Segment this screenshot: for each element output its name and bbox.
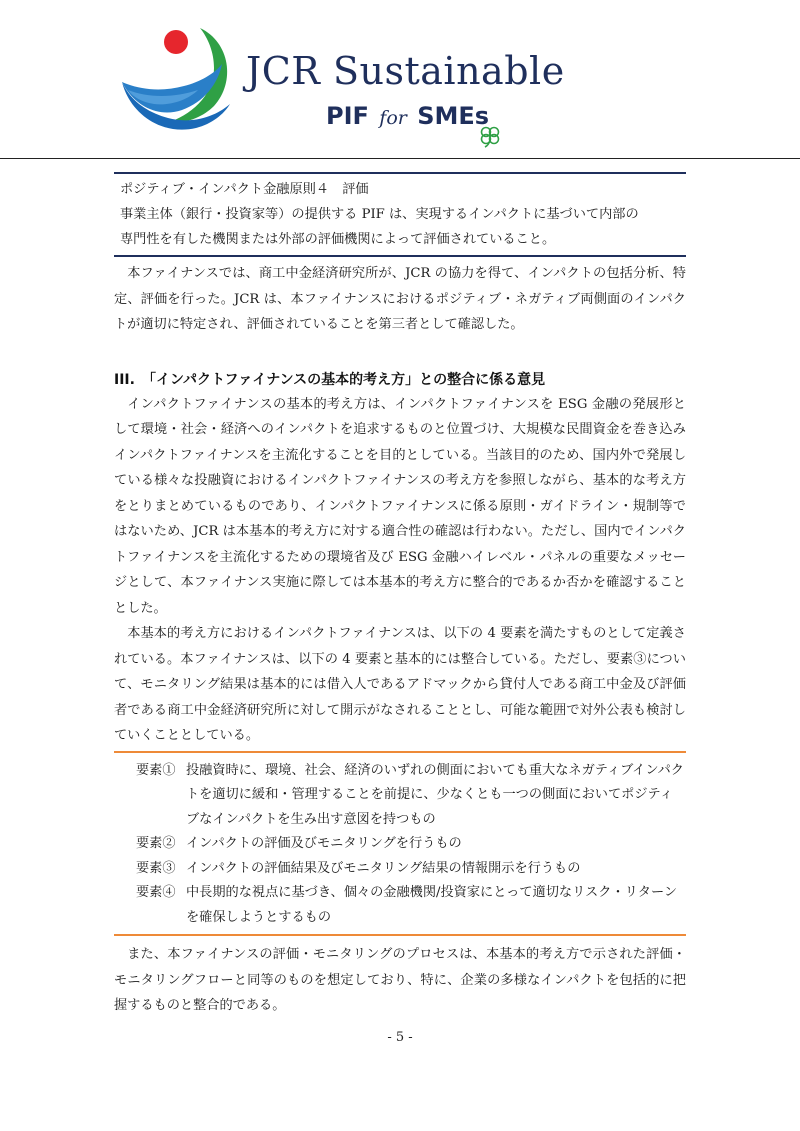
header-divider [0,158,800,159]
requirement-label: 要素② [136,836,176,851]
closing-paragraph: また、本ファイナンスの評価・モニタリングのプロセスは、本基本的考え方で示された評価・モニタリングフローと同等のものを想定しており、特に、企業の多様なインパクトを包括的に把握するものと整合的である。 [114,947,686,1013]
jcr-logo-icon [118,20,238,140]
requirement-text: 中長期的な視点に基づき、個々の金融機関/投資家にとって適切なリスク・リターンを確保しようとするもの [186,885,678,925]
requirement-item [136,857,686,882]
requirement-item [136,832,686,857]
requirement-label: 要素④ [136,885,176,900]
principle-box [114,172,686,257]
section-title: III. 「インパクトファイナンスの基本的考え方」との整合に係る意見 [114,371,546,388]
requirement-text: 投融資時に、環境、社会、経済のいずれの側面においても重大なネガティブインパクトを適切に緩和・管理することを前提に、少なくとも一つの側面においてポジティブなインパクトを生み出す意図を持つもの [186,762,684,827]
principle-line-2: 専門性を有した機関または外部の評価機関によって評価されていること。 [120,232,556,247]
brand-title: JCR Sustainable [246,49,565,93]
brand-sub-pif: PIF [326,102,369,130]
brand-sub-smes: SMEs [417,102,490,130]
principle-title: ポジティブ・インパクト金融原則４ 評価 [120,182,369,197]
requirement-text: インパクトの評価結果及びモニタリング結果の情報開示を行うもの [186,860,581,876]
clover-icon [477,124,503,148]
section-paragraph-2: 本基本的考え方におけるインパクトファイナンスは、以下の 4 要素を満たすものとして定義されている。本ファイナンスは、以下の 4 要素と基本的には整合している。ただし、要素③について、モニタリング結果は基本的には借入人であるアドマックから貸付人である商工中金及び評価者である商工中金経済研究所に対して開示がなされることとし、可能な範囲で対外公表も検討していくこととしている。 [114,626,686,743]
requirement-item [136,881,686,930]
principle-line-1: 事業主体（銀行・投資家等）の提供する PIF は、実現するインパクトに基づいて内部の [120,207,639,222]
brand-subtitle [326,104,489,128]
section-paragraph-1: インパクトファイナンスの基本的考え方は、インパクトファイナンスを ESG 金融の発展形として環境・社会・経済へのインパクトを追求するものと位置づけ、大規模な民間資金を巻き込みインパクトファイナンスを主流化することを目的としている。当該目的のため、国内外で発展している様々な投融資におけるインパクトファイナンスの考え方を参照しながら、基本的な考え方をとりまとめているものであり、インパクトファイナンスに係る原則・ガイドライン・規制等ではないため、JCR は本基本的考え方に対する適合性の確認は行わない。ただし、国内でインパクトファイナンスを主流化するための環境省及び ESG 金融ハイレベル・パネルの重要なメッセージとして、本ファイナンス実施に際しては本基本的考え方に整合的であるか否かを確認することとした。 [114,396,686,616]
requirement-text: インパクトの評価及びモニタリングを行うもの [186,836,462,851]
requirements-box [114,751,686,937]
page-number: - 5 - [387,1030,413,1045]
page-header [0,0,800,160]
requirement-label: 要素① [136,762,176,778]
requirement-item [136,759,686,833]
requirement-label: 要素③ [136,860,176,876]
brand-sub-for: for [379,107,407,129]
intro-paragraph: 本ファイナンスでは、商工中金経済研究所が、JCR の協力を得て、インパクトの包括分析、特定、評価を行った。JCR は、本ファイナンスにおけるポジティブ・ネガティブ両側面のインパクトが適切に特定され、評価されていることを第三者として確認した。 [114,266,686,332]
document-body [114,172,686,1019]
